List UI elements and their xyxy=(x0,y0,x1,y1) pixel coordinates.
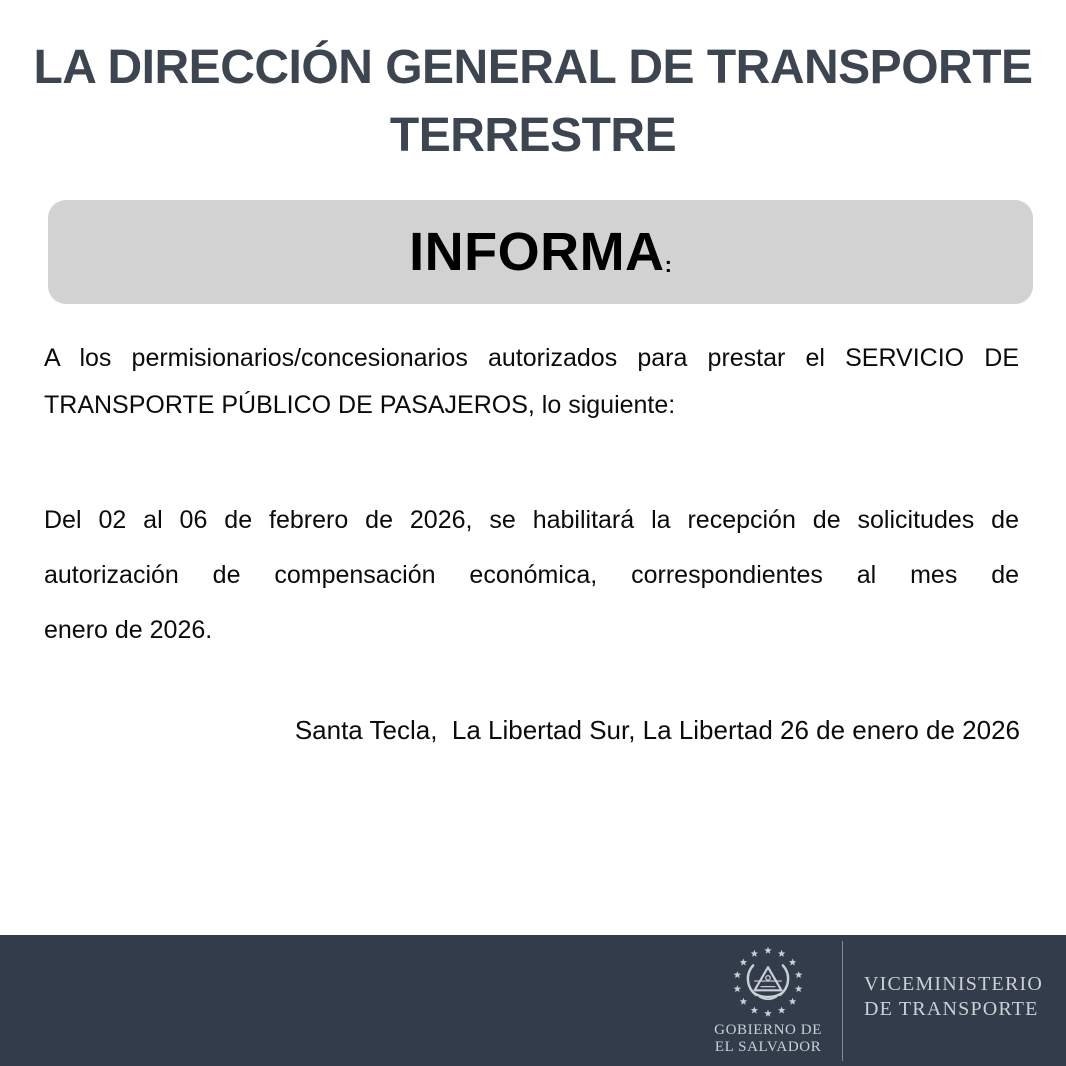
ministry-name-line-2: DE TRANSPORTE xyxy=(863,997,1039,1020)
paragraph-announcement xyxy=(44,493,1019,658)
ministry-name xyxy=(864,972,1043,1022)
page-title xyxy=(0,0,1066,170)
paragraph-recipients xyxy=(44,335,1019,429)
page-title-line-1: LA DIRECCIÓN GENERAL DE TRANSPORTE xyxy=(33,41,1033,94)
informa-colon: : xyxy=(664,252,672,277)
text-line: Del 02 al 06 de febrero de 2026, se habilitará la recepción de solicitudes de xyxy=(44,506,1019,534)
text-line: TRANSPORTE PÚBLICO DE PASAJEROS, lo siguiente: xyxy=(44,391,676,419)
footer-bar xyxy=(0,935,1066,1066)
text-line: enero de 2026. xyxy=(44,616,213,644)
informa-banner xyxy=(48,200,1033,304)
dateline: Santa Tecla, La Libertad Sur, La Libertad 26 de enero de 2026 xyxy=(294,715,1020,745)
text-line: A los permisionarios/concesionarios autorizados para prestar el SERVICIO DE xyxy=(44,344,1019,372)
el-salvador-coat-of-arms-icon xyxy=(731,945,805,1019)
government-name-line-1: GOBIERNO DE xyxy=(714,1022,822,1038)
ministry-name-line-1: VICEMINISTERIO xyxy=(863,972,1043,995)
informa-label: INFORMA xyxy=(409,222,665,282)
footer-divider xyxy=(842,941,843,1061)
government-name xyxy=(714,1022,822,1056)
page-title-line-2: TERRESTRE xyxy=(389,109,677,162)
text-line: autorización de compensación económica, correspondientes al mes de xyxy=(44,561,1019,589)
government-logo xyxy=(714,945,822,1056)
government-name-line-2: EL SALVADOR xyxy=(714,1039,822,1055)
